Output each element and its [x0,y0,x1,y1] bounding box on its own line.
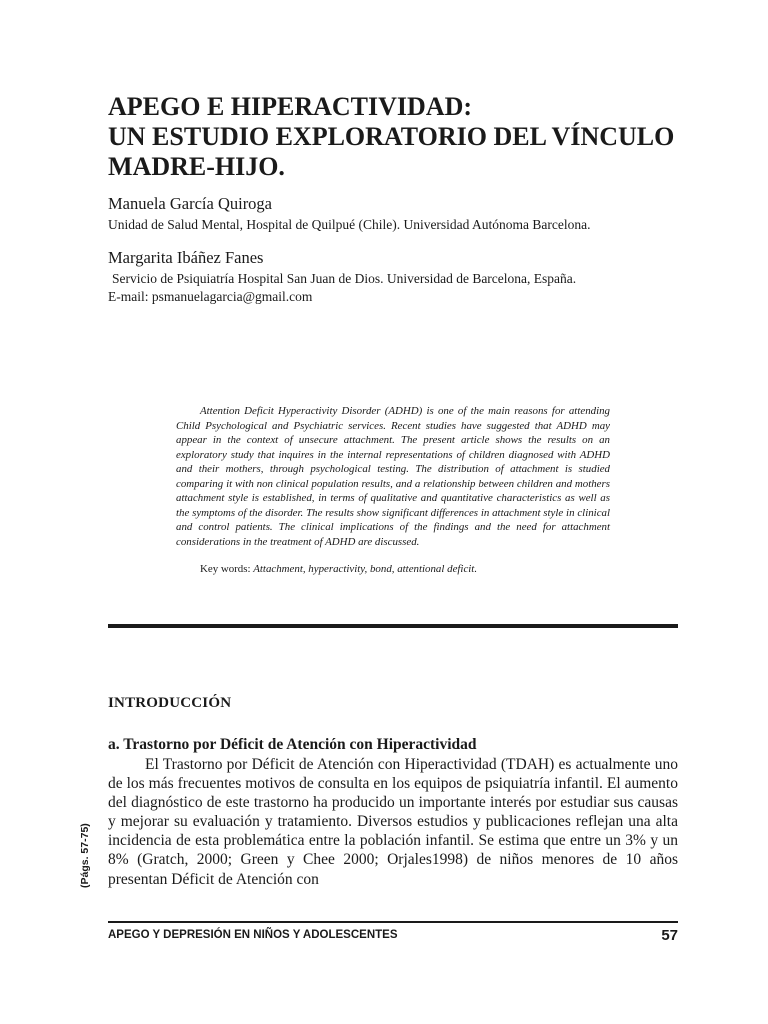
title-line-2: UN ESTUDIO EXPLORATORIO DEL VÍNCULO [108,122,675,151]
title-line-3: MADRE-HIJO. [108,152,285,181]
keywords-line [200,562,620,577]
author-name-2: Margarita Ibáñez Fanes [108,248,264,267]
author-name-1: Manuela García Quiroga [108,194,273,213]
section-divider [108,624,678,628]
footer-journal-title: APEGO Y DEPRESIÓN EN NIÑOS Y ADOLESCENTES [108,929,398,941]
page-range-label: (Págs. 57-75) [79,823,91,888]
author-affiliation-1: Unidad de Salud Mental, Hospital de Quilpué (Chile). Universidad Autónoma Barcelona. [108,217,591,232]
body-paragraph: El Trastorno por Déficit de Atención con Hiperactividad (TDAH) es actualmente uno de los más frecuentes motivos de consulta en los equipos de psiquiatría infantil. El aumento del diagnóstico de este trastorno ha producido un importante interés por estudiar sus causas y mejorar su evaluación y tratamiento. Diversos estudios y publicaciones reflejan una alta incidencia de esta problemática entre la población infantil. Se estima que entre un 3% y un 8% (Gratch, 2000; Green y Chee 2000; Orjales1998) de niños menores de 10 años presentan Déficit de Atención con [108,756,678,888]
author-affiliation-2: Servicio de Psiquiatría Hospital San Juan de Dios. Universidad de Barcelona, España. [112,271,577,286]
subsection-heading: a. Trastorno por Déficit de Atención con Hiperactividad [108,736,477,753]
keywords-list: Attachment, hyperactivity, bond, attentional deficit. [253,563,478,575]
article-title [108,92,708,182]
section-heading-introduction: INTRODUCCIÓN [108,695,232,711]
footer-rule [108,921,678,923]
title-line-1: APEGO E HIPERACTIVIDAD: [108,92,473,121]
page-number: 57 [661,927,678,944]
author-email: E-mail: psmanuelagarcia@gmail.com [108,289,313,304]
abstract-text: Attention Deficit Hyperactivity Disorder (ADHD) is one of the main reasons for attending Child Psychological and Psychiatric services. Recent studies have suggested that ADHD may appear in the context of unsecure attachment. The present article shows the results on an exploratory study that inquires in the internal representations of children diagnosed with ADHD and their mothers, through psychological testing. The distribution of attachment is studied comparing it with non clinical population results, and a relationship between children and mothers attachment style is established, in terms of qualitative and quantitative characteristics as well as the symptoms of the disorder. The results show significant differences in attachment style in clinical and control patients. The clinical implications of the findings and the need for attachment considerations in the treatment of ADHD are discussed. [176,405,610,548]
keywords-label: Key words: [200,563,251,575]
